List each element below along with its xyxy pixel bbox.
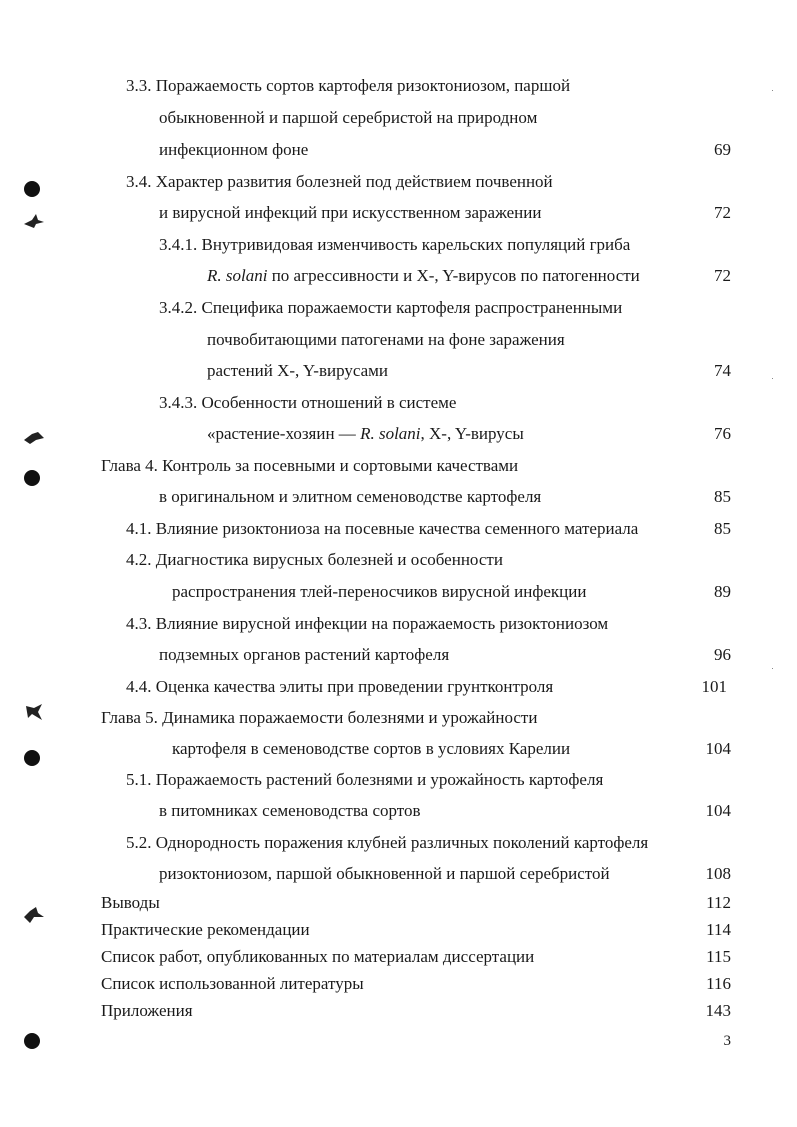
- toc-chapter-4-line-2: в оригинальном и элитном семеноводстве картофеля: [159, 487, 542, 506]
- toc-page-number: 101: [701, 677, 727, 696]
- toc-entry-4-3-line-1: 4.3. Влияние вирусной инфекции на поражаемость ризоктониозом: [126, 614, 609, 633]
- binder-hole: [24, 181, 40, 197]
- page-number: 3: [723, 1033, 731, 1049]
- toc-entry-3-3-line-2: обыкновенной и паршой серебристой на природном: [159, 108, 538, 127]
- toc-page-number: 114: [706, 920, 731, 939]
- scan-speck: [772, 90, 773, 91]
- toc-page-number: 116: [706, 974, 731, 993]
- toc-entry-3-3-line-3: инфекционном фоне: [159, 140, 309, 159]
- toc-entry-3-4-3-line-2: [207, 424, 524, 444]
- toc-entry-5-2-line-2: ризоктониозом, паршой обыкновенной и паршой серебристой: [159, 864, 610, 883]
- scan-speck: [772, 668, 773, 669]
- toc-entry-5-1-line-2: в питомниках семеноводства сортов: [159, 801, 421, 820]
- toc-references: Список использованной литературы: [101, 974, 364, 993]
- toc-chapter-5-line-1: Глава 5. Динамика поражаемости болезнями и урожайности: [101, 708, 538, 727]
- toc-entry-4-3-line-2: подземных органов растений картофеля: [159, 645, 450, 664]
- toc-entry-5-2-line-1: 5.2. Однородность поражения клубней различных поколений картофеля: [126, 833, 649, 852]
- toc-page-number: 89: [714, 582, 731, 601]
- toc-chapter-4-line-1: Глава 4. Контроль за посевными и сортовыми качествами: [101, 456, 519, 475]
- toc-page-number: 85: [714, 519, 731, 538]
- toc-recommendations: Практические рекомендации: [101, 920, 310, 939]
- toc-entry-3-4-3-line-1: 3.4.3. Особенности отношений в системе: [159, 393, 457, 412]
- toc-entry-3-4-1-line-2: [207, 266, 640, 286]
- toc-page-number: 115: [706, 947, 731, 966]
- scan-speck: [22, 428, 46, 446]
- toc-publications: Список работ, опубликованных по материалам диссертации: [101, 947, 535, 966]
- toc-entry-3-4-2-line-1: 3.4.2. Специфика поражаемости картофеля распространенными: [159, 298, 623, 317]
- species-name: R. solani: [360, 424, 421, 443]
- binder-hole: [24, 1033, 40, 1049]
- toc-entry-4-4: 4.4. Оценка качества элиты при проведении грунтконтроля: [126, 677, 554, 696]
- toc-page-number: 108: [705, 864, 731, 883]
- toc-page-number: 72: [714, 266, 731, 285]
- toc-page-number: 104: [705, 739, 731, 758]
- toc-conclusions: Выводы: [101, 893, 160, 912]
- toc-chapter-5-line-2: картофеля в семеноводстве сортов в условиях Карелии: [172, 739, 571, 758]
- toc-entry-3-4-3-part-1: «растение-хозяин —: [207, 424, 356, 443]
- toc-page-number: 143: [705, 1001, 731, 1020]
- binder-hole: [24, 470, 40, 486]
- scan-speck: [22, 700, 46, 724]
- toc-page-number: 85: [714, 487, 731, 506]
- scan-speck: [772, 378, 773, 379]
- toc-page-number: 76: [714, 424, 731, 443]
- toc-entry-3-4-2-line-2: почвобитающими патогенами на фоне заражения: [207, 330, 565, 349]
- toc-entry-5-1-line-1: 5.1. Поражаемость растений болезнями и урожайность картофеля: [126, 770, 604, 789]
- toc-page-number: 72: [714, 203, 731, 222]
- toc-page-number: 96: [714, 645, 731, 664]
- toc-entry-4-1: 4.1. Влияние ризоктониоза на посевные качества семенного материала: [126, 519, 639, 538]
- toc-entry-3-4-1-line-1: 3.4.1. Внутривидовая изменчивость карельских популяций гриба: [159, 235, 631, 254]
- species-name: R. solani: [207, 266, 268, 285]
- toc-page-number: 112: [706, 893, 731, 912]
- toc-entry-3-4-2-line-3: растений X-, Y-вирусами: [207, 361, 389, 380]
- toc-entry-3-4-line-1: 3.4. Характер развития болезней под действием почвенной: [126, 172, 553, 191]
- toc-page-number: 104: [705, 801, 731, 820]
- toc-entry-3-4-line-2: и вирусной инфекций при искусственном заражении: [159, 203, 542, 222]
- toc-entry-4-2-line-1: 4.2. Диагностика вирусных болезней и особенности: [126, 550, 503, 569]
- scan-speck: [22, 212, 46, 230]
- toc-entry-3-3-line-1: 3.3. Поражаемость сортов картофеля ризоктониозом, паршой: [126, 76, 571, 95]
- scan-speck: [22, 905, 46, 925]
- binder-hole: [24, 750, 40, 766]
- toc-entry-3-4-3-part-2: , X-, Y-вирусы: [420, 424, 524, 443]
- toc-entry-4-2-line-2: распространения тлей-переносчиков вирусной инфекции: [172, 582, 587, 601]
- toc-page-number: 74: [714, 361, 731, 380]
- toc-page-number: 69: [714, 140, 731, 159]
- toc-entry-3-4-1-line-2-text: по агрессивности и X-, Y-вирусов по патогенности: [271, 266, 640, 285]
- toc-appendices: Приложения: [101, 1001, 193, 1020]
